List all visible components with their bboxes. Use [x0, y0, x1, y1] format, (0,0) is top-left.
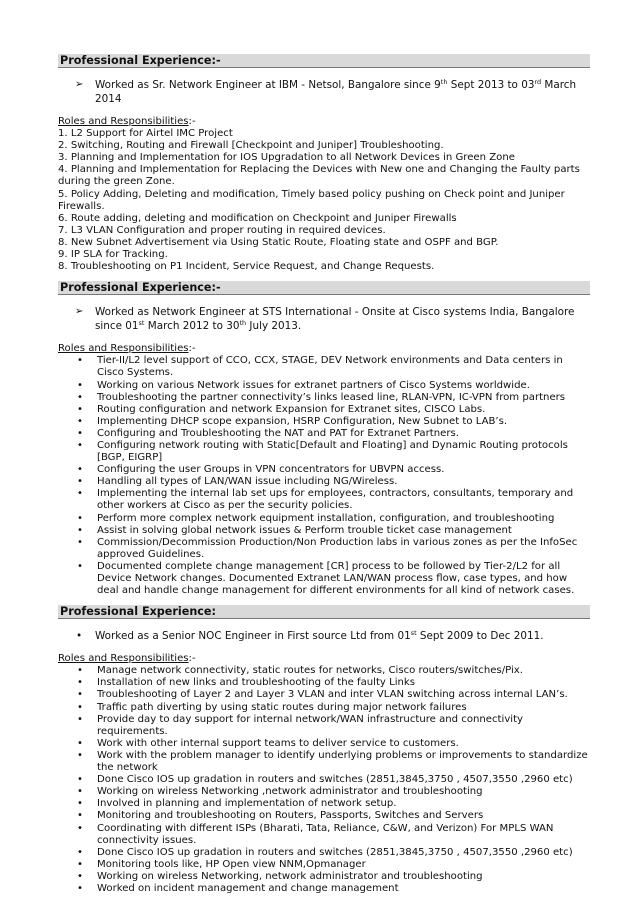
roles-heading: Roles and Responsibilities:-: [58, 653, 196, 665]
section-heading: Professional Experience:: [58, 605, 590, 619]
bullet-icon: •: [77, 379, 83, 391]
list-item: • Work with the problem manager to identify underlying problems or improvements to standardize the network: [77, 749, 588, 774]
experience-section-sts: [58, 281, 590, 597]
list-item: • Troubleshooting of Layer 2 and Layer 3 VLAN and inter VLAN switching across internal LAN’s.: [77, 689, 568, 701]
list-item: 5. Policy Adding, Deleting and modification, Timely based policy pushing on Check point and Juniper Firewalls.: [58, 188, 565, 212]
bullet-icon: •: [77, 415, 83, 427]
list-item: • Handling all types of LAN/WAN issue including NG/Wireless.: [77, 476, 398, 488]
list-item: 1. L2 Support for Airtel IMC Project: [58, 128, 233, 140]
roles-list: [58, 128, 590, 273]
bullet-icon: •: [77, 689, 83, 701]
list-item: • Monitoring and troubleshooting on Routers, Passports, Switches and Servers: [77, 810, 484, 822]
list-item: • Perform more complex network equipment installation, configuration, and troubleshooting: [77, 512, 555, 524]
bullet-icon: •: [77, 464, 83, 476]
list-item: 8. New Subnet Advertisement via Using Static Route, Floating state and OSPF and BGP.: [58, 236, 499, 248]
list-item: 9. IP SLA for Tracking.: [58, 249, 168, 261]
bullet-icon: •: [77, 749, 83, 761]
list-item: 6. Route adding, deleting and modification on Checkpoint and Juniper Firewalls: [58, 212, 457, 224]
bullet-icon: •: [77, 870, 83, 882]
arrow-bullet-icon: ➢: [75, 79, 84, 90]
roles-heading: Roles and Responsibilities:-: [58, 343, 196, 355]
section-heading: Professional Experience:-: [58, 54, 590, 68]
resume-page: [58, 54, 590, 895]
bullet-icon: •: [77, 524, 83, 536]
roles-list: [58, 355, 590, 597]
list-item: • Configuring the user Groups in VPN concentrators for UBVPN access.: [77, 464, 445, 476]
bullet-icon: •: [77, 512, 83, 524]
bullet-icon: •: [77, 858, 83, 870]
section-heading: Professional Experience:-: [58, 281, 590, 295]
bullet-icon: •: [77, 536, 83, 548]
bullet-icon: •: [77, 665, 83, 677]
list-item: • Provide day to day support for internal network/WAN infrastructure and connectivity requirements.: [77, 713, 524, 737]
list-item: • Installation of new links and troubleshooting of the faulty Links: [77, 677, 416, 689]
list-item: • Assist in solving global network issues & Perform trouble ticket case management: [77, 524, 512, 536]
bullet-icon: •: [77, 822, 83, 834]
bullet-icon: •: [77, 677, 83, 689]
list-item: • Documented complete change management [CR] process to be followed by Tier-2/L2 for all Device Network changes. Documented Extranet LAN/WAN process flow, case types, and how deal and handle change management for different environments for all kind of network cases.: [77, 560, 575, 597]
bullet-icon: •: [77, 403, 83, 415]
list-item: • Routing configuration and network Expansion for Extranet sites, CISCO Labs.: [77, 403, 486, 415]
bullet-icon: •: [77, 774, 83, 786]
job-summary: ➢ Worked as Sr. Network Engineer at IBM - Netsol, Bangalore since 9th Sept 2013 to 03rd March 2014: [75, 78, 577, 105]
bullet-icon: •: [77, 810, 83, 822]
bullet-icon: •: [76, 630, 83, 643]
list-item: • Configuring network routing with Static[Default and Floating] and Dynamic Routing protocols [BGP, EIGRP]: [77, 439, 568, 464]
bullet-icon: •: [77, 737, 83, 749]
list-item: • Work with other internal support teams to deliver service to customers.: [77, 737, 459, 749]
roles-block: [58, 343, 590, 597]
list-item: • Troubleshooting the partner connectivity’s links leased line, RLAN-VPN, IC-VPN from partners: [77, 391, 566, 403]
bullet-icon: •: [77, 786, 83, 798]
list-item: • Implementing DHCP scope expansion, HSRP Configuration, New Subnet to LAB’s.: [77, 415, 508, 427]
bullet-icon: •: [77, 882, 83, 894]
bullet-icon: •: [77, 701, 83, 713]
list-item: • Involved in planning and implementation of network setup.: [77, 798, 397, 810]
bullet-icon: •: [77, 846, 83, 858]
list-item: • Working on various Network issues for extranet partners of Cisco Systems worldwide.: [77, 379, 530, 391]
bullet-icon: •: [77, 560, 83, 572]
list-item: • Done Cisco IOS up gradation in routers and switches (2851,3845,3750 , 4507,3550 ,2960 etc): [77, 774, 573, 786]
roles-heading: Roles and Responsibilities:-: [58, 116, 196, 127]
bullet-icon: •: [77, 355, 83, 367]
arrow-bullet-icon: ➢: [75, 306, 84, 318]
bullet-icon: •: [77, 488, 83, 500]
list-item: • Monitoring tools like, HP Open view NNM,Opmanager: [77, 858, 366, 870]
job-summary: • Worked as a Senior NOC Engineer in First source Ltd from 01st Sept 2009 to Dec 2011.: [76, 629, 544, 643]
list-item: • Traffic path diverting by using static routes during major network failures: [77, 701, 467, 713]
roles-list: [58, 665, 590, 895]
list-item: 4. Planning and Implementation for Replacing the Devices with New one and Changing the Faulty parts during the green Zone.: [58, 164, 580, 188]
list-item: • Configuring and Troubleshooting the NAT and PAT for Extranet Partners.: [77, 427, 459, 439]
list-item: • Worked on incident management and change management: [77, 882, 399, 894]
bullet-icon: •: [77, 391, 83, 403]
list-item: • Commission/Decommission Production/Non Production labs in various zones as per the InfoSec approved Guidelines.: [77, 536, 578, 560]
list-item: 7. L3 VLAN Configuration and proper routing in required devices.: [58, 224, 386, 236]
list-item: • Coordinating with different ISPs (Bharati, Tata, Reliance, C&W, and Verizon) For MPLS WAN connectivity issues.: [77, 822, 554, 846]
experience-section-ibm: [58, 54, 590, 273]
experience-section-firstsource: [58, 605, 590, 895]
roles-block: [58, 653, 590, 895]
list-item: 3. Planning and Implementation for IOS Upgradation to all Network Devices in Green Zone: [58, 152, 515, 164]
bullet-icon: •: [77, 476, 83, 488]
list-item: • Manage network connectivity, static routes for networks, Cisco routers/switches/Pix.: [77, 665, 523, 677]
bullet-icon: •: [77, 427, 83, 439]
job-summary: ➢ Worked as Network Engineer at STS International - Onsite at Cisco systems India, Bangalore since 01st March 2012 to 30th July 2013.: [75, 306, 575, 333]
list-item: • Done Cisco IOS up gradation in routers and switches (2851,3845,3750 , 4507,3550 ,2960 etc): [77, 846, 573, 858]
bullet-icon: •: [77, 798, 83, 810]
roles-block: [58, 116, 590, 273]
list-item: • Working on wireless Networking, network administrator and troubleshooting: [77, 870, 483, 882]
list-item: • Working on wireless Networking ,network administrator and troubleshooting: [77, 786, 483, 798]
list-item: 2. Switching, Routing and Firewall [Checkpoint and Juniper] Troubleshooting.: [58, 140, 444, 152]
bullet-icon: •: [77, 439, 83, 451]
list-item: 8. Troubleshooting on P1 Incident, Service Request, and Change Requests.: [58, 261, 435, 273]
list-item: • Implementing the internal lab set ups for employees, contractors, consultants, temporary and other workers at Cisco as per the security policies.: [77, 488, 574, 512]
bullet-icon: •: [77, 713, 83, 725]
list-item: • Tier-II/L2 level support of CCO, CCX, STAGE, DEV Network environments and Data centers in Cisco Systems.: [77, 355, 563, 379]
